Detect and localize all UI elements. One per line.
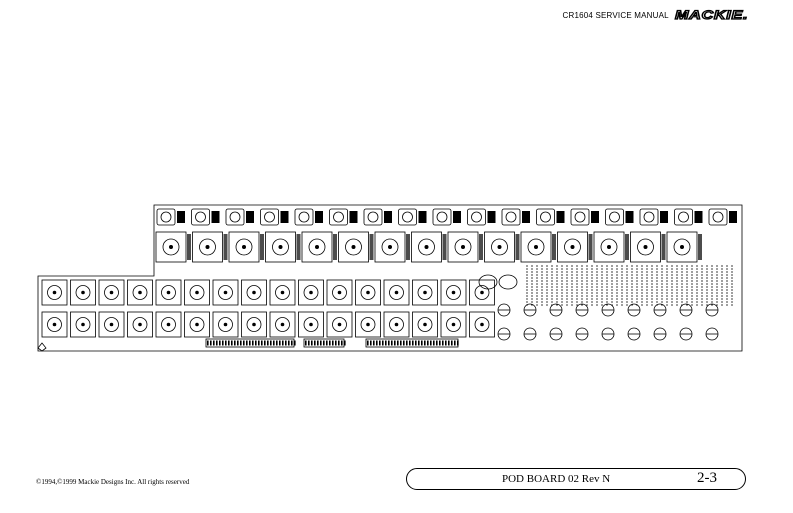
connector-pin (415, 341, 417, 346)
connector-pin (308, 341, 310, 346)
ic-chip (626, 211, 634, 223)
top-knob (679, 212, 689, 222)
connector-pin (329, 341, 331, 346)
connector-pin (373, 341, 375, 346)
top-switch (537, 209, 555, 225)
connector-pin (279, 341, 281, 346)
resistor-bank (662, 234, 666, 260)
top-switch (364, 209, 382, 225)
ic-chip (177, 211, 185, 223)
connector-pin (403, 341, 405, 346)
top-switch (468, 209, 486, 225)
connector-pin (276, 341, 278, 346)
lower-pot-center (281, 323, 285, 327)
top-knob (610, 212, 620, 222)
connector-pin (332, 341, 334, 346)
connector-pin (207, 341, 209, 346)
connector-pin (400, 341, 402, 346)
connector-pin (376, 341, 378, 346)
connector-pin (370, 341, 372, 346)
lower-pot-center (53, 323, 57, 327)
lower-pot-center (281, 291, 285, 295)
connector-pin (219, 341, 221, 346)
ic-chip (729, 211, 737, 223)
connector-pin (430, 341, 432, 346)
ic-chip (246, 211, 254, 223)
pot-center (352, 245, 356, 249)
lower-pot-center (395, 323, 399, 327)
lower-pot-center (110, 291, 114, 295)
lower-pot-center (309, 323, 313, 327)
pot-center (498, 245, 502, 249)
lower-pot-center (167, 291, 171, 295)
connector-pin (412, 341, 414, 346)
top-switch (330, 209, 348, 225)
resistor-bank (297, 234, 301, 260)
resistor-bank (333, 234, 337, 260)
pot-center (571, 245, 575, 249)
connector-pin (261, 341, 263, 346)
pot-center (680, 245, 684, 249)
connector-pin (249, 341, 251, 346)
resistor-bank (224, 234, 228, 260)
connector-pin (409, 341, 411, 346)
top-switch (606, 209, 624, 225)
top-knob (230, 212, 240, 222)
ic-chip (488, 211, 496, 223)
connector-pin (243, 341, 245, 346)
top-switch (640, 209, 658, 225)
pot-center (169, 245, 173, 249)
lower-pot-center (138, 291, 142, 295)
lower-pot-center (224, 291, 228, 295)
lower-pot-center (338, 323, 342, 327)
top-knob (575, 212, 585, 222)
connector-pin (457, 341, 459, 346)
connector-pin (335, 341, 337, 346)
connector-pin (270, 341, 272, 346)
connector-pin (228, 341, 230, 346)
lower-pot-center (395, 291, 399, 295)
resistor-bank (589, 234, 593, 260)
footer-label-box (406, 468, 746, 490)
connector-pin (448, 341, 450, 346)
connector-pin (258, 341, 260, 346)
connector-pin (344, 341, 346, 346)
top-switch (675, 209, 693, 225)
connector-pin (305, 341, 307, 346)
top-switch (192, 209, 210, 225)
top-knob (713, 212, 723, 222)
connector-pin (394, 341, 396, 346)
ic-chip (350, 211, 358, 223)
top-knob (472, 212, 482, 222)
connector-pin (317, 341, 319, 346)
top-switch (399, 209, 417, 225)
top-knob (644, 212, 654, 222)
copyright-notice: ©1994,©1999 Mackie Designs Inc. All rights reserved (36, 478, 190, 486)
lower-pot-center (366, 291, 370, 295)
connector-pin (255, 341, 257, 346)
top-knob (161, 212, 171, 222)
pot-center (279, 245, 283, 249)
pot-center (607, 245, 611, 249)
connector-pin (213, 341, 215, 346)
resistor-bank (187, 234, 191, 260)
lower-pot-center (167, 323, 171, 327)
connector-pin (288, 341, 290, 346)
connector-pin (442, 341, 444, 346)
connector-pin (252, 341, 254, 346)
connector-pin (454, 341, 456, 346)
lower-pot-center (195, 323, 199, 327)
resistor-bank (370, 234, 374, 260)
pot-center (534, 245, 538, 249)
pot-center (644, 245, 648, 249)
lower-pot-center (110, 323, 114, 327)
connector-pin (311, 341, 313, 346)
lower-pot-center (480, 323, 484, 327)
connector-pin (338, 341, 340, 346)
connector-pin (427, 341, 429, 346)
connector-pin (234, 341, 236, 346)
resistor-bank (260, 234, 264, 260)
connector-pin (291, 341, 293, 346)
lower-pot-center (224, 323, 228, 327)
connector-pin (231, 341, 233, 346)
pot-center (315, 245, 319, 249)
connector-pin (285, 341, 287, 346)
connector-pin (388, 341, 390, 346)
top-switch (709, 209, 727, 225)
top-switch (433, 209, 451, 225)
connector-pin (246, 341, 248, 346)
top-knob (196, 212, 206, 222)
connector-pin (421, 341, 423, 346)
ic-chip (281, 211, 289, 223)
top-knob (437, 212, 447, 222)
ic-chip (419, 211, 427, 223)
connector-pin (382, 341, 384, 346)
ic-chip (695, 211, 703, 223)
connector-pin (385, 341, 387, 346)
connector-pin (436, 341, 438, 346)
connector-pin (406, 341, 408, 346)
page-header (563, 8, 746, 22)
lower-pot-center (252, 291, 256, 295)
ic-chip (660, 211, 668, 223)
corner-mark (38, 343, 46, 351)
connector-pin (216, 341, 218, 346)
connector-pin (225, 341, 227, 346)
top-switch (502, 209, 520, 225)
connector-pin (222, 341, 224, 346)
top-switch (157, 209, 175, 225)
connector-pin (326, 341, 328, 346)
connector-pin (323, 341, 325, 346)
top-knob (403, 212, 413, 222)
connector-pin (341, 341, 343, 346)
pot-center (242, 245, 246, 249)
connector-pin (433, 341, 435, 346)
lower-pot-center (423, 291, 427, 295)
pcb-board-drawing (36, 202, 746, 352)
top-knob (334, 212, 344, 222)
connector-pin (397, 341, 399, 346)
connector-pin (418, 341, 420, 346)
top-switch (226, 209, 244, 225)
top-knob (368, 212, 378, 222)
ic-chip (212, 211, 220, 223)
resistor-bank (698, 234, 702, 260)
lower-pot-center (423, 323, 427, 327)
connector-pin (273, 341, 275, 346)
connector-pin (240, 341, 242, 346)
lower-pot-center (309, 291, 313, 295)
pot-center (425, 245, 429, 249)
top-knob (299, 212, 309, 222)
lower-pot-center (138, 323, 142, 327)
large-capacitor (499, 275, 517, 289)
pot-center (461, 245, 465, 249)
connector-pin (451, 341, 453, 346)
lower-pot-center (480, 291, 484, 295)
top-switch (295, 209, 313, 225)
connector-pin (439, 341, 441, 346)
resistor-bank (479, 234, 483, 260)
connector-pin (210, 341, 212, 346)
connector-pin (294, 341, 296, 346)
lower-pot-center (338, 291, 342, 295)
top-knob (265, 212, 275, 222)
connector-pin (237, 341, 239, 346)
connector-pin (320, 341, 322, 346)
connector-pin (367, 341, 369, 346)
lower-pot-center (81, 323, 85, 327)
ic-chip (522, 211, 530, 223)
resistor-bank (406, 234, 410, 260)
ic-chip (453, 211, 461, 223)
lower-pot-center (452, 291, 456, 295)
top-knob (506, 212, 516, 222)
connector-pin (445, 341, 447, 346)
resistor-bank (443, 234, 447, 260)
connector-pin (314, 341, 316, 346)
connector-pin (282, 341, 284, 346)
lower-pot-center (53, 291, 57, 295)
lower-pot-center (366, 323, 370, 327)
connector-pin (264, 341, 266, 346)
lower-pot-center (252, 323, 256, 327)
connector-pin (267, 341, 269, 346)
pot-center (388, 245, 392, 249)
connector-pin (424, 341, 426, 346)
page-number: 2-3 (697, 470, 717, 486)
resistor-bank (516, 234, 520, 260)
lower-pot-center (452, 323, 456, 327)
connector-pin (379, 341, 381, 346)
top-switch (571, 209, 589, 225)
manual-title: CR1604 SERVICE MANUAL (562, 10, 669, 20)
lower-pot-center (81, 291, 85, 295)
resistor-bank (552, 234, 556, 260)
top-knob (541, 212, 551, 222)
connector-pin (391, 341, 393, 346)
ic-chip (384, 211, 392, 223)
ic-chip (591, 211, 599, 223)
board-label: POD BOARD 02 Rev N (502, 473, 611, 485)
resistor-bank (625, 234, 629, 260)
top-switch (261, 209, 279, 225)
ic-chip (315, 211, 323, 223)
lower-pot-center (195, 291, 199, 295)
brand-logo: MACKIE. (674, 8, 748, 22)
ic-chip (557, 211, 565, 223)
pot-center (206, 245, 210, 249)
